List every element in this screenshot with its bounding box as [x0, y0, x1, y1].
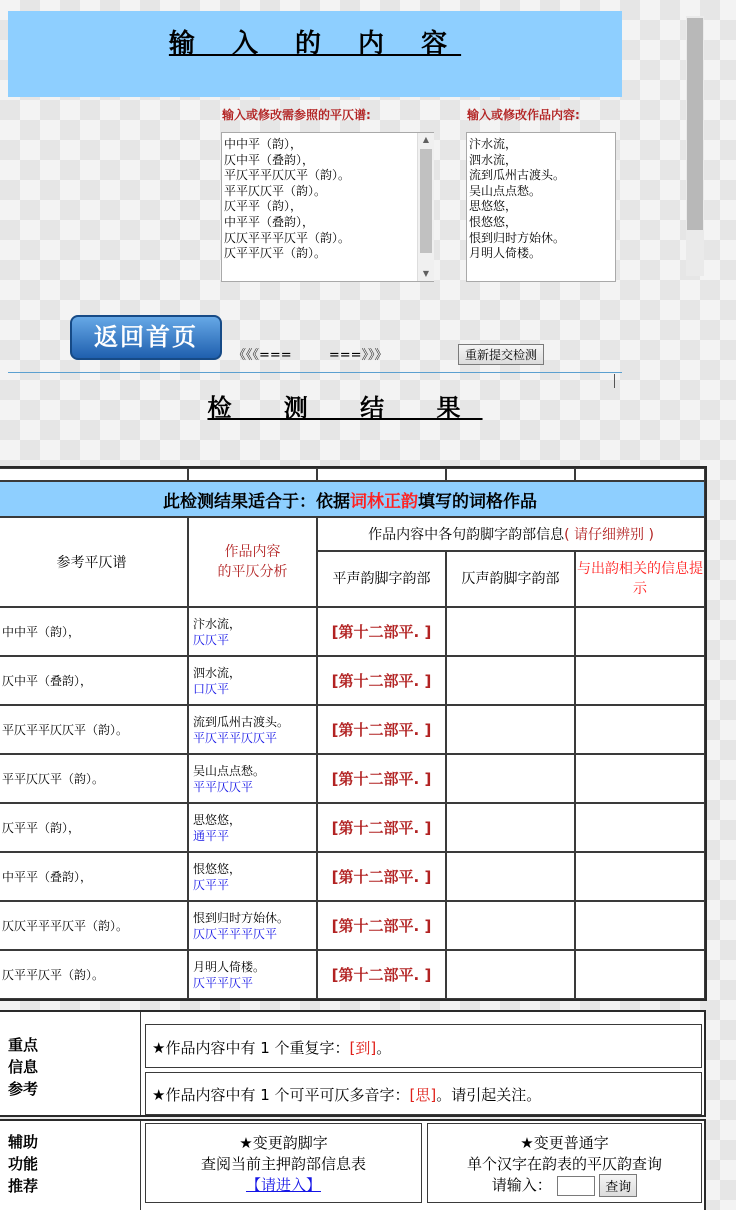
content-textarea[interactable] — [466, 132, 616, 282]
col-header-rhyme-group — [317, 517, 705, 551]
line-tones: 平平仄仄平 — [193, 779, 254, 794]
hint-cell — [575, 607, 705, 656]
aux-left-title: ★变更韵脚字 — [239, 1134, 328, 1152]
analysis-cell — [188, 607, 317, 656]
note1-value: [到] — [349, 1039, 377, 1057]
pattern-cell: 平仄平平仄仄平（韵）。 — [0, 705, 188, 754]
rhyme-group-label: 作品内容中各句韵脚字韵部信息 — [368, 527, 565, 543]
spacer-cell — [317, 468, 446, 481]
header-banner — [8, 11, 622, 97]
scope-suffix: 填写的词格作品 — [418, 491, 537, 512]
scroll-down-arrow-icon[interactable]: ▼ — [422, 269, 430, 278]
spacer-cell — [575, 468, 705, 481]
line-text: 恨到归时方始休。 — [193, 910, 290, 925]
hint-cell — [575, 803, 705, 852]
note-polyphone — [145, 1072, 702, 1115]
spacer-cell — [0, 468, 188, 481]
ping-rhyme-cell: [第十二部平. ] — [317, 901, 446, 950]
pattern-textarea-scrollbar[interactable] — [417, 133, 434, 281]
col-header-ze: 仄声韵脚字韵部 — [446, 551, 575, 607]
col-header-ping: 平声韵脚字韵部 — [317, 551, 446, 607]
pattern-cell: 中平平（叠韵）， — [0, 852, 188, 901]
aux-char-lookup — [427, 1123, 702, 1203]
divider — [140, 1121, 141, 1210]
result-scope-header — [0, 481, 705, 517]
line-tones: 仄平平 — [193, 877, 230, 892]
divider — [8, 372, 622, 373]
ping-rhyme-cell: [第十二部平. ] — [317, 656, 446, 705]
pattern-cell: 仄平平（韵）， — [0, 803, 188, 852]
lookup-input-label: 请输入： — [491, 1176, 552, 1194]
scope-prefix: 此检测结果适合于：依据 — [163, 491, 350, 512]
line-text: 月明人倚楼。 — [193, 959, 266, 974]
line-tones: 仄仄平平平仄平 — [193, 926, 278, 941]
key-info-label: 重点 信息 参考 — [8, 1036, 39, 1098]
col-header-pattern: 参考平仄谱 — [0, 517, 188, 607]
result-row — [0, 803, 705, 852]
analysis-cell — [188, 901, 317, 950]
hint-cell — [575, 852, 705, 901]
result-title: 检 测 结 果 — [207, 394, 483, 422]
ping-rhyme-cell: [第十二部平. ] — [317, 754, 446, 803]
lookup-row — [428, 1174, 701, 1197]
analysis-cell — [188, 852, 317, 901]
pattern-textarea[interactable] — [221, 132, 434, 282]
line-text: 流到瓜州古渡头。 — [193, 714, 290, 729]
line-text: 吴山点点愁。 — [193, 763, 266, 778]
spacer-cell — [188, 468, 317, 481]
col-header-analysis: 作品内容 的平仄分析 — [188, 517, 317, 607]
note1-suffix: 。 — [376, 1039, 392, 1057]
hint-cell — [575, 656, 705, 705]
ze-rhyme-cell — [446, 852, 575, 901]
hint-cell — [575, 754, 705, 803]
resubmit-button[interactable]: 重新提交检测 — [458, 344, 544, 365]
content-input-label: 输入或修改作品内容: — [467, 108, 580, 122]
line-text: 恨悠悠， — [193, 861, 242, 876]
ze-rhyme-cell — [446, 754, 575, 803]
char-query-input[interactable] — [557, 1176, 595, 1196]
scope-highlight: 词林正韵 — [350, 491, 418, 512]
ping-rhyme-cell: [第十二部平. ] — [317, 950, 446, 999]
query-button[interactable]: 查询 — [599, 1174, 637, 1197]
note-text — [152, 1084, 541, 1105]
rhyme-group-note: ( 请仔细辨别 ) — [564, 527, 654, 543]
line-tones: 口仄平 — [193, 681, 230, 696]
line-tones: 仄平平仄平 — [193, 975, 254, 990]
scroll-up-arrow-icon[interactable]: ▲ — [422, 135, 430, 144]
aux-panel — [0, 1119, 706, 1210]
page-scrollbar[interactable] — [686, 16, 704, 276]
line-text: 思悠悠， — [193, 812, 242, 827]
result-row — [0, 852, 705, 901]
ze-rhyme-cell — [446, 803, 575, 852]
enter-link[interactable]: 【请进入】 — [245, 1176, 321, 1194]
hint-cell — [575, 950, 705, 999]
ping-rhyme-cell: [第十二部平. ] — [317, 852, 446, 901]
line-tones: 仄仄平 — [193, 632, 230, 647]
key-info-panel — [0, 1010, 706, 1117]
divider — [140, 1012, 141, 1115]
line-text: 泗水流， — [193, 665, 242, 680]
result-row — [0, 656, 705, 705]
ze-rhyme-cell — [446, 607, 575, 656]
result-table — [0, 466, 707, 1001]
aux-right-title: ★变更普通字 — [520, 1134, 609, 1152]
pattern-cell: 平平仄仄平（韵）。 — [0, 754, 188, 803]
hint-cell — [575, 705, 705, 754]
pattern-cell: 仄仄平平平仄平（韵）。 — [0, 901, 188, 950]
ping-rhyme-cell: [第十二部平. ] — [317, 607, 446, 656]
page-title: 输 入 的 内 容 — [168, 29, 462, 59]
note1-prefix: ★作品内容中有 1 个重复字： — [152, 1039, 350, 1057]
pattern-cell: 仄中平（叠韵）， — [0, 656, 188, 705]
analysis-cell — [188, 656, 317, 705]
ping-rhyme-cell: [第十二部平. ] — [317, 803, 446, 852]
aux-label: 辅助 功能 推荐 — [8, 1133, 39, 1195]
analysis-cell — [188, 950, 317, 999]
line-tones: 平仄平平仄仄平 — [193, 730, 278, 745]
divider-tick — [614, 374, 615, 388]
note-text — [152, 1037, 391, 1058]
aux-right-desc: 单个汉字在韵表的平仄韵查询 — [466, 1155, 662, 1173]
pattern-cell: 仄平平仄平（韵）。 — [0, 950, 188, 999]
hint-cell — [575, 901, 705, 950]
col-header-hint: 与出韵相关的信息提示 — [575, 551, 705, 607]
page-scrollbar-thumb[interactable] — [687, 18, 703, 230]
analysis-cell — [188, 803, 317, 852]
note2-value: [思] — [409, 1086, 437, 1104]
note2-suffix: 。请引起关注。 — [436, 1086, 542, 1104]
ping-rhyme-cell: [第十二部平. ] — [317, 705, 446, 754]
analysis-cell — [188, 754, 317, 803]
spacer-cell — [446, 468, 575, 481]
aux-left-desc: 查阅当前主押韵部信息表 — [200, 1155, 366, 1173]
result-row — [0, 754, 705, 803]
scrollbar-thumb[interactable] — [420, 149, 432, 253]
aux-change-rhyme — [145, 1123, 422, 1203]
ze-rhyme-cell — [446, 901, 575, 950]
result-row — [0, 607, 705, 656]
result-row — [0, 950, 705, 999]
ze-rhyme-cell — [446, 656, 575, 705]
line-text: 汴水流， — [193, 616, 242, 631]
ze-rhyme-cell — [446, 950, 575, 999]
arrow-decoration: 《《《=== ===》》》 — [233, 348, 388, 363]
note2-prefix: ★作品内容中有 1 个可平可仄多音字： — [152, 1086, 410, 1104]
pattern-cell: 中中平（韵）， — [0, 607, 188, 656]
pattern-input-label: 输入或修改需参照的平仄谱: — [222, 108, 371, 122]
result-row — [0, 705, 705, 754]
line-tones: 通平平 — [193, 828, 230, 843]
home-button[interactable]: 返回首页 — [70, 315, 222, 360]
ze-rhyme-cell — [446, 705, 575, 754]
result-row — [0, 901, 705, 950]
note-repeat-char — [145, 1024, 702, 1068]
analysis-cell — [188, 705, 317, 754]
